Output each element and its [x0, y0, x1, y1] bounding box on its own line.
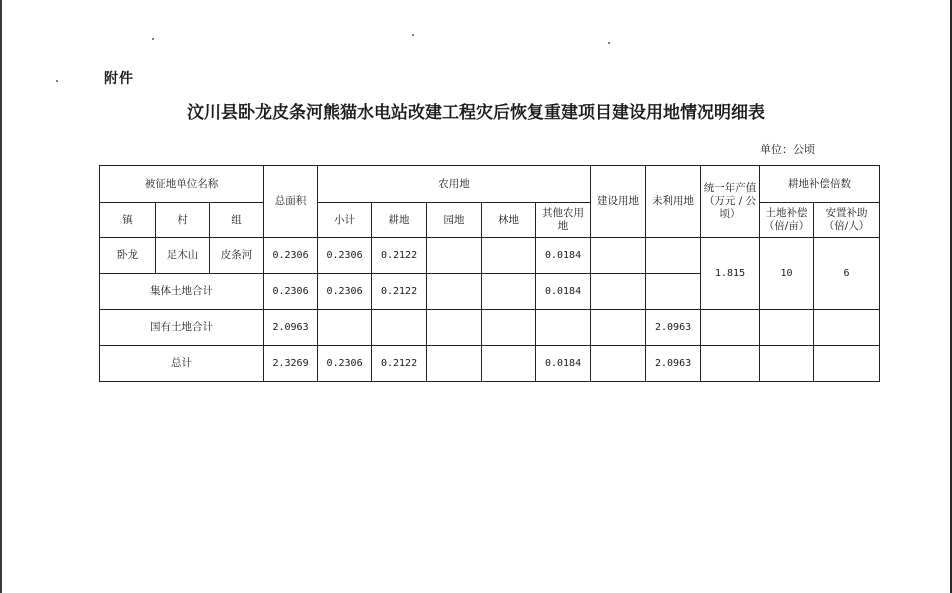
cell-construction: [591, 274, 646, 310]
cell-unified-output: 1.815: [701, 238, 760, 310]
header-resettlement-subsidy: 安置补助（倍/人）: [814, 203, 880, 238]
cell-unused: [646, 274, 701, 310]
table-row-state: [100, 310, 880, 346]
cell-total-area: 2.0963: [264, 310, 318, 346]
table-row-grand-total: [100, 346, 880, 382]
scan-left-edge: [0, 0, 2, 593]
header-group: 组: [210, 203, 264, 238]
cell-village: 足木山: [156, 238, 210, 274]
table-row-wolong: [100, 238, 880, 274]
header-total-area: 总面积: [264, 166, 318, 238]
cell-total-area: 2.3269: [264, 346, 318, 382]
cell-resettlement-subsidy: [814, 310, 880, 346]
scan-speck: [608, 42, 610, 44]
header-compensation-multiple: 耕地补偿倍数: [760, 166, 880, 203]
cell-garden: [427, 346, 482, 382]
header-requisitioned-unit: 被征地单位名称: [100, 166, 264, 203]
scan-speck: [152, 38, 154, 40]
cell-cultivated: 0.2122: [372, 238, 427, 274]
cell-unused: 2.0963: [646, 346, 701, 382]
cell-forest: [482, 274, 536, 310]
land-use-table: [99, 165, 880, 382]
header-row-1: [100, 166, 880, 203]
cell-cultivated: 0.2122: [372, 346, 427, 382]
header-village: 村: [156, 203, 210, 238]
unit-label: 单位：公顷: [760, 143, 815, 156]
document-title: 汶川县卧龙皮条河熊猫水电站改建工程灾后恢复重建项目建设用地情况明细表: [187, 103, 765, 123]
header-land-compensation: 土地补偿（倍/亩）: [760, 203, 814, 238]
cell-state-label: 国有土地合计: [100, 310, 264, 346]
cell-unused: 2.0963: [646, 310, 701, 346]
header-town: 镇: [100, 203, 156, 238]
header-row-2: [100, 203, 880, 238]
cell-forest: [482, 346, 536, 382]
header-cultivated: 耕地: [372, 203, 427, 238]
header-garden: 园地: [427, 203, 482, 238]
cell-other-agri: [536, 310, 591, 346]
header-construction-land: 建设用地: [591, 166, 646, 238]
cell-other-agri: 0.0184: [536, 238, 591, 274]
cell-resettlement-subsidy: [814, 346, 880, 382]
cell-land-compensation: 10: [760, 238, 814, 310]
cell-resettlement-subsidy: 6: [814, 238, 880, 310]
attachment-label: 附件: [104, 71, 134, 87]
cell-unified-output: [701, 310, 760, 346]
header-unified-output: 统一年产值（万元 / 公顷）: [701, 166, 760, 238]
cell-forest: [482, 238, 536, 274]
header-other-agri: 其他农用地: [536, 203, 591, 238]
scan-speck: [56, 80, 58, 82]
scan-speck: [412, 34, 414, 36]
cell-subtotal: 0.2306: [318, 238, 372, 274]
cell-other-agri: 0.0184: [536, 274, 591, 310]
cell-subtotal: 0.2306: [318, 346, 372, 382]
cell-total-area: 0.2306: [264, 274, 318, 310]
cell-cultivated: [372, 310, 427, 346]
cell-grand-total-label: 总计: [100, 346, 264, 382]
cell-land-compensation: [760, 346, 814, 382]
header-unused-land: 未利用地: [646, 166, 701, 238]
header-agricultural-land: 农用地: [318, 166, 591, 203]
cell-unified-output: [701, 346, 760, 382]
cell-construction: [591, 238, 646, 274]
cell-subtotal: [318, 310, 372, 346]
header-subtotal: 小计: [318, 203, 372, 238]
cell-collective-label: 集体土地合计: [100, 274, 264, 310]
header-forest: 林地: [482, 203, 536, 238]
cell-other-agri: 0.0184: [536, 346, 591, 382]
cell-land-compensation: [760, 310, 814, 346]
cell-subtotal: 0.2306: [318, 274, 372, 310]
cell-unused: [646, 238, 701, 274]
cell-garden: [427, 274, 482, 310]
cell-forest: [482, 310, 536, 346]
cell-cultivated: 0.2122: [372, 274, 427, 310]
cell-total-area: 0.2306: [264, 238, 318, 274]
cell-garden: [427, 238, 482, 274]
cell-town: 卧龙: [100, 238, 156, 274]
cell-construction: [591, 346, 646, 382]
cell-construction: [591, 310, 646, 346]
cell-group: 皮条河: [210, 238, 264, 274]
cell-garden: [427, 310, 482, 346]
